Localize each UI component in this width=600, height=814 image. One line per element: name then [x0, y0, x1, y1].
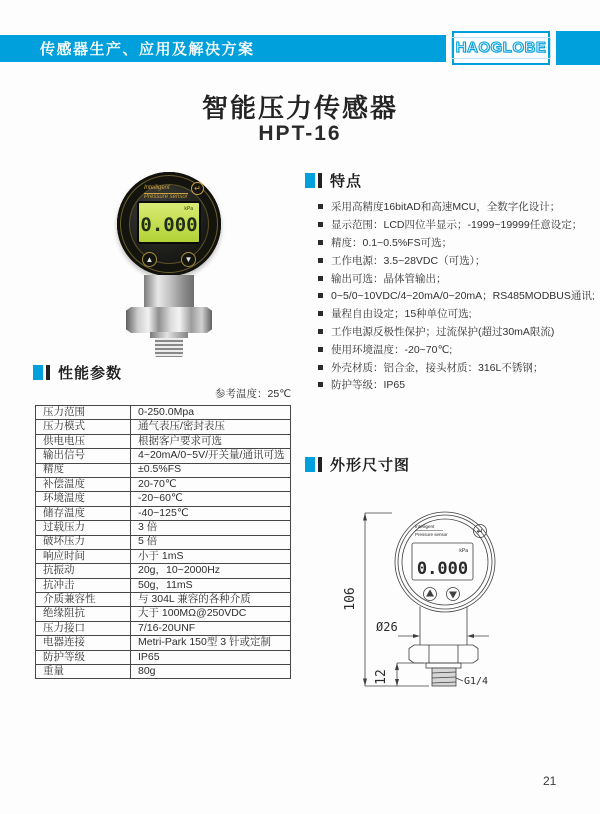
- param-value-cell: -20~60℃: [131, 492, 291, 506]
- page-number: 21: [543, 774, 557, 788]
- thread-size-label: G1/4: [464, 676, 489, 687]
- table-row: [36, 463, 291, 477]
- bullet-square-icon: [318, 347, 323, 352]
- page-title: 智能压力传感器: [201, 93, 398, 123]
- param-value-cell: -40~125℃: [131, 506, 291, 520]
- drawing-enter-icon: ↵: [476, 527, 484, 536]
- param-value-cell: 小于 1mS: [131, 549, 291, 563]
- features-heading-text: 特点: [330, 172, 363, 190]
- gauge-head: [117, 172, 221, 276]
- table-row: [36, 564, 291, 578]
- bullet-square-icon: [318, 276, 323, 281]
- company-logo: HAOGLOBE: [455, 39, 547, 56]
- param-label-cell: 绝缘阻抗: [36, 607, 131, 621]
- table-row: [36, 477, 291, 491]
- feature-text: 输出可选：晶体管输出；: [331, 272, 447, 285]
- dimensions-heading-text: 外形尺寸图: [330, 456, 411, 474]
- table-row: [36, 506, 291, 520]
- feature-item: [318, 234, 598, 252]
- table-row: [36, 449, 291, 463]
- param-value-cell: 4~20mA/0~5V/开关量/通讯可选: [131, 449, 291, 463]
- section-marker-dark: [318, 173, 322, 188]
- feature-text: 使用环境温度：-20~70℃;: [331, 343, 453, 356]
- table-row: [36, 492, 291, 506]
- feature-item: [318, 376, 598, 394]
- feature-text: 显示范围：LCD四位半显示；-1999~19999任意设定；: [331, 219, 583, 232]
- bullet-square-icon: [318, 240, 323, 245]
- bullet-square-icon: [318, 204, 323, 209]
- feature-text: 采用高精度16bitAD和高速MCU，全数字化设计；: [331, 201, 561, 214]
- feature-item: [318, 198, 598, 216]
- performance-heading: [33, 364, 122, 380]
- param-label-cell: 储存温度: [36, 506, 131, 520]
- up-button-icon: ▲: [142, 252, 157, 267]
- section-marker-blue: [305, 457, 315, 472]
- table-row: [36, 406, 291, 420]
- bullet-square-icon: [318, 329, 323, 334]
- feature-text: 工作电源：3.5~28VDC（可选）；: [331, 254, 486, 267]
- section-marker-blue: [305, 173, 315, 188]
- param-value-cell: 3 倍: [131, 521, 291, 535]
- param-label-cell: 输出信号: [36, 449, 131, 463]
- feature-text: 量程自由设定；15种单位可选;: [331, 308, 472, 321]
- feature-item: [318, 251, 598, 269]
- param-value-cell: 20-70℃: [131, 477, 291, 491]
- bullet-square-icon: [318, 258, 323, 263]
- table-row: [36, 434, 291, 448]
- param-value-cell: 20g，10~2000Hz: [131, 564, 291, 578]
- logo-frame: [451, 37, 552, 59]
- table-row: [36, 593, 291, 607]
- table-row: [36, 549, 291, 563]
- lcd-display: [137, 201, 201, 244]
- feature-text: 防护等级：IP65: [331, 379, 406, 392]
- param-label-cell: 压力接口: [36, 621, 131, 635]
- param-label-cell: 重量: [36, 665, 131, 679]
- param-value-cell: 大于 100MΩ@250VDC: [131, 607, 291, 621]
- height-dimension-label: 106: [343, 587, 358, 611]
- logo-box: [452, 31, 550, 65]
- enter-button-icon: ↵: [191, 182, 204, 195]
- feature-text: 外壳材质：铝合金，接头材质：316L不锈钢；: [331, 361, 544, 374]
- param-value-cell: 与 304L 兼容的各种介质: [131, 593, 291, 607]
- table-row: [36, 578, 291, 592]
- header-banner: [0, 35, 446, 62]
- table-row: [36, 650, 291, 664]
- param-value-cell: ±0.5%FS: [131, 463, 291, 477]
- param-value-cell: IP65: [131, 650, 291, 664]
- brand-line2: Pressure sensor: [144, 194, 188, 200]
- param-value-cell: 通气表压/密封表压: [131, 420, 291, 434]
- dimensions-heading: [305, 456, 410, 472]
- table-row: [36, 636, 291, 650]
- feature-item: [318, 269, 598, 287]
- dimension-drawing: [330, 492, 586, 727]
- param-label-cell: 破坏压力: [36, 535, 131, 549]
- param-label-cell: 压力模式: [36, 420, 131, 434]
- feature-item: [318, 358, 598, 376]
- param-value-cell: 根据客户要求可选: [131, 434, 291, 448]
- bullet-square-icon: [318, 293, 323, 298]
- feature-item: [318, 305, 598, 323]
- param-value-cell: 0-250.0Mpa: [131, 406, 291, 420]
- table-row: [36, 607, 291, 621]
- product-photo: [105, 170, 240, 360]
- table-row: [36, 535, 291, 549]
- brand-line1: Intelligent: [144, 185, 188, 194]
- param-value-cell: Metri-Park 150型 3 针或定制: [131, 636, 291, 650]
- section-marker-dark: [318, 457, 322, 472]
- param-label-cell: 环境温度: [36, 492, 131, 506]
- brand-text: [144, 185, 188, 201]
- table-row: [36, 621, 291, 635]
- param-label-cell: 电器连接: [36, 636, 131, 650]
- feature-text: 精度：0.1~0.5%FS可选；: [331, 236, 453, 249]
- thread-stub: [155, 338, 183, 357]
- param-label-cell: 供电电压: [36, 434, 131, 448]
- feature-text: 工作电源反极性保护；过流保护(超过30mA限流): [331, 325, 555, 338]
- drawing-brand-line1: Intelligent: [415, 524, 435, 529]
- sensor-neck: [144, 275, 194, 308]
- bullet-square-icon: [318, 222, 323, 227]
- bullet-square-icon: [318, 311, 323, 316]
- param-label-cell: 精度: [36, 463, 131, 477]
- down-button-icon: ▼: [181, 252, 196, 267]
- bullet-square-icon: [318, 382, 323, 387]
- feature-text: 0~5/0~10VDC/4~20mA/0~20mA；RS485MODBUS通讯;: [331, 290, 595, 303]
- param-label-cell: 响应时间: [36, 549, 131, 563]
- feature-item: [318, 340, 598, 358]
- stem-dimension-label: 12: [374, 669, 389, 685]
- drawing-lcd-value: 0.000: [416, 559, 469, 579]
- lcd-unit-label: kPa: [184, 206, 193, 212]
- param-value-cell: 7/16-20UNF: [131, 621, 291, 635]
- model-number: HPT-16: [258, 122, 342, 145]
- drawing-brand-line2: Pressure sensor: [415, 532, 448, 537]
- param-label-cell: 抗冲击: [36, 578, 131, 592]
- diameter-dimension-label: Ø26: [376, 620, 398, 634]
- feature-item: [318, 323, 598, 341]
- section-marker-dark: [46, 365, 50, 380]
- drawing-lcd-unit: kPa: [459, 548, 468, 554]
- table-row: [36, 420, 291, 434]
- section-marker-blue: [33, 365, 43, 380]
- drawing-up-triangle-icon: [426, 590, 434, 597]
- feature-item: [318, 287, 598, 305]
- drawing-collar: [426, 663, 461, 668]
- param-label-cell: 抗振动: [36, 564, 131, 578]
- feature-item: [318, 216, 598, 234]
- table-row: [36, 665, 291, 679]
- features-heading: [305, 172, 362, 188]
- param-value-cell: 80g: [131, 665, 291, 679]
- header-banner-right: [556, 31, 600, 65]
- table-row: [36, 521, 291, 535]
- lcd-value: 0.000: [140, 214, 198, 236]
- param-label-cell: 介质兼容性: [36, 593, 131, 607]
- performance-heading-text: 性能参数: [58, 364, 123, 382]
- param-label-cell: 过载压力: [36, 521, 131, 535]
- reference-temperature-note: 参考温度：25℃: [215, 388, 291, 400]
- features-list: [318, 198, 598, 394]
- drawing-down-triangle-icon: [449, 592, 457, 599]
- drawing-hex-nut: [409, 645, 478, 663]
- param-value-cell: 50g，11mS: [131, 578, 291, 592]
- param-label-cell: 防护等级: [36, 650, 131, 664]
- param-label-cell: 补偿温度: [36, 477, 131, 491]
- param-label-cell: 压力范围: [36, 406, 131, 420]
- param-value-cell: 5 倍: [131, 535, 291, 549]
- banner-title: 传感器生产、应用及解决方案: [40, 41, 255, 58]
- hex-nut: [126, 307, 212, 333]
- performance-table: [35, 405, 291, 679]
- bullet-square-icon: [318, 365, 323, 370]
